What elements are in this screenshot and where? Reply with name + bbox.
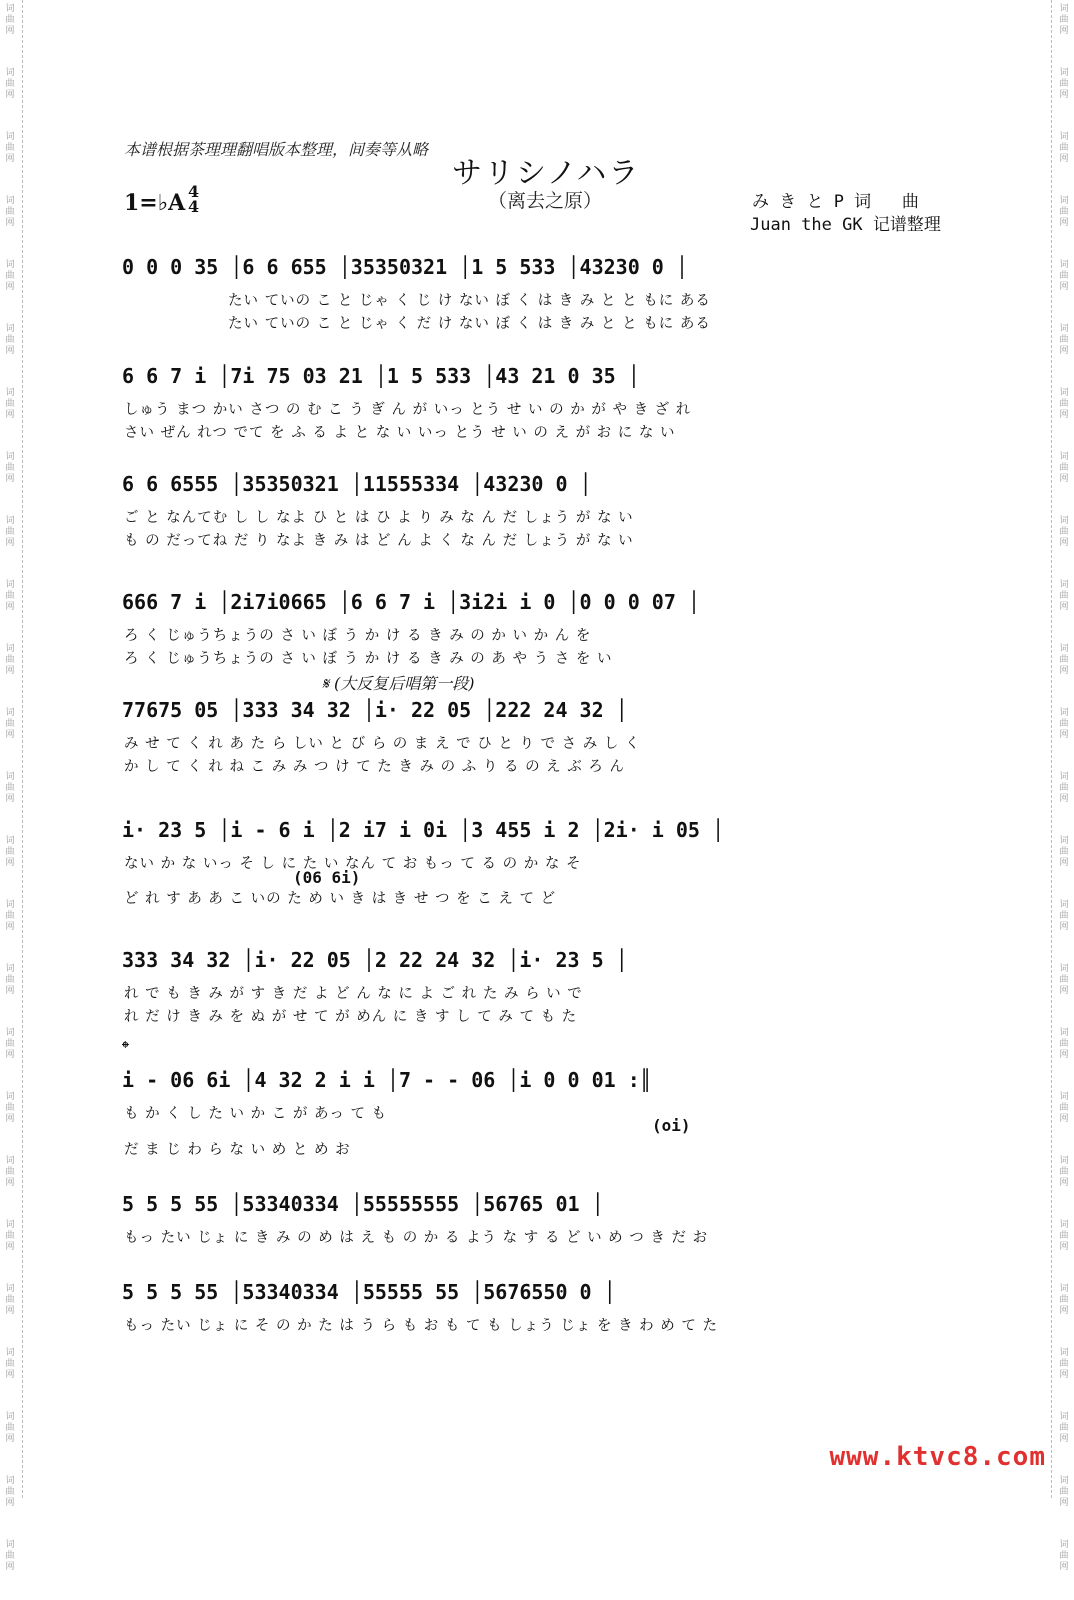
side-mark: 词 曲 网 — [1059, 1092, 1069, 1124]
site-watermark: www.ktvc8.com — [829, 1442, 1046, 1472]
side-mark: 词 曲 网 — [5, 1220, 15, 1252]
side-mark: 词 曲 网 — [5, 4, 15, 36]
side-mark: 词 曲 网 — [5, 1476, 15, 1508]
side-mark: 词 曲 网 — [1059, 772, 1069, 804]
side-mark: 词 曲 网 — [5, 68, 15, 100]
side-mark: 词 曲 网 — [5, 324, 15, 356]
side-mark: 词 曲 网 — [5, 452, 15, 484]
lyrics-verse-1: しゅう まつ かい さつ の む こ う ぎ ん が いっ とう せ い の か が や き ざ れ — [124, 402, 692, 418]
parenthetical-notes: (06 6i) — [293, 868, 361, 887]
side-mark: 词 曲 网 — [1059, 1156, 1069, 1188]
side-mark: 词 曲 网 — [1059, 1348, 1069, 1380]
side-mark: 词 曲 网 — [5, 580, 15, 612]
time-signature — [188, 184, 199, 214]
lyrics-verse-2: ろ く じゅうちょうの さ い ぼ う か け る き み の あ や う さ を い — [124, 651, 613, 667]
right-side-watermark — [1057, 0, 1071, 1572]
side-mark: 词 曲 网 — [5, 1540, 15, 1572]
right-margin-line — [1051, 0, 1052, 1498]
side-mark: 词 曲 网 — [5, 1028, 15, 1060]
notes-line: i· 23 5 │i - 6 i │2 i7 i 0i │3 455 i 2 │2i· i 05 │ — [122, 818, 725, 842]
side-mark: 词 曲 网 — [1059, 516, 1069, 548]
notes-line: 5 5 5 55 │53340334 │55555 55 │5676550 0 │ — [122, 1280, 616, 1304]
song-subtitle: （离去之原） — [488, 190, 603, 212]
notes-line: 666 7 i │2i7i0665 │6 6 7 i │3i2i i 0 │0 0 0 07 │ — [122, 590, 700, 614]
notes-line: 6 6 6555 │35350321 │11555334 │43230 0 │ — [122, 472, 592, 496]
side-mark: 词 曲 网 — [5, 388, 15, 420]
side-mark: 词 曲 网 — [5, 1284, 15, 1316]
time-bottom: 4 — [188, 197, 200, 216]
side-mark: 词 曲 网 — [1059, 580, 1069, 612]
side-mark: 词 曲 网 — [5, 900, 15, 932]
side-mark: 词 曲 网 — [1059, 132, 1069, 164]
left-margin-line — [22, 0, 23, 1498]
song-title: サリシノハラ — [452, 156, 641, 191]
lyrics-verse-1: ご と なんてむ し し なよ ひ と は ひ よ り み な ん だ しょう が な い — [124, 510, 634, 526]
side-mark: 词 曲 网 — [1059, 196, 1069, 228]
side-mark: 词 曲 网 — [1059, 68, 1069, 100]
left-side-watermark — [3, 0, 17, 1572]
side-mark: 词 曲 网 — [1059, 388, 1069, 420]
side-mark: 词 曲 网 — [5, 196, 15, 228]
key-label: 1=♭A — [124, 190, 186, 216]
side-mark: 词 曲 网 — [1059, 964, 1069, 996]
side-mark: 词 曲 网 — [5, 836, 15, 868]
lyrics-verse-1: も か く し た い か こ が あっ て も — [124, 1106, 388, 1122]
lyrics-verse-2: か し て く れ ね こ み み つ け て た き み の ふ り る の え ぶ ろ ん — [124, 759, 626, 775]
side-mark: 词 曲 网 — [5, 1348, 15, 1380]
side-mark: 词 曲 网 — [5, 708, 15, 740]
side-mark: 词 曲 网 — [5, 772, 15, 804]
side-mark: 词 曲 网 — [5, 644, 15, 676]
side-mark: 词 曲 网 — [1059, 1284, 1069, 1316]
segno-marker: 𝄋 (大反复后唱第一段) — [322, 674, 475, 693]
side-mark: 词 曲 网 — [1059, 1028, 1069, 1060]
side-mark: 词 曲 网 — [5, 1412, 15, 1444]
lyrics-verse-1: ない か な いっ そ し に た い なん て お もっ て る の か な そ — [124, 856, 582, 872]
lyrics-verse-1: もっ たい じょ に そ の か た は う ら も お も て も しょう じょ を き わ め て た — [124, 1318, 719, 1334]
lyrics-verse-2: も の だってね だ り なよ き み は ど ん よ く な ん だ しょう が な い — [124, 533, 634, 549]
lyrics-verse-1: もっ たい じょ に き み の め は え も の か る よう な す る ど い め つ き だ お — [124, 1230, 709, 1246]
side-mark: 词 曲 网 — [1059, 1540, 1069, 1572]
lyrics-verse-2: ど れ す あ あ こ いの た め い き は き せ つ を こ え て ど — [124, 891, 557, 907]
notes-line: 5 5 5 55 │53340334 │55555555 │56765 01 │ — [122, 1192, 604, 1216]
notes-line: 77675 05 │333 34 32 │i· 22 05 │222 24 32 │ — [122, 698, 628, 722]
side-mark: 词 曲 网 — [1059, 708, 1069, 740]
side-mark: 词 曲 网 — [1059, 1476, 1069, 1508]
side-mark: 词 曲 网 — [1059, 1412, 1069, 1444]
side-mark: 词 曲 网 — [1059, 644, 1069, 676]
side-mark: 词 曲 网 — [1059, 900, 1069, 932]
side-mark: 词 曲 网 — [5, 964, 15, 996]
side-mark: 词 曲 网 — [1059, 260, 1069, 292]
composer-credit: み き と P 词 曲 — [752, 192, 919, 212]
lyrics-verse-2: れ だ け き み を ぬ が せ て が めん に き す し て み て も た — [124, 1009, 578, 1025]
notes-line: 6 6 7 i │7i 75 03 21 │1 5 533 │43 21 0 35 │ — [122, 364, 640, 388]
side-mark: 词 曲 网 — [1059, 4, 1069, 36]
notes-line: i - 06 6i │4 32 2 i i │7 - - 06 │i 0 0 01 :║ — [122, 1068, 652, 1092]
lyrics-verse-2: だ ま じ わ ら な い め と め お — [124, 1142, 351, 1158]
side-mark: 词 曲 网 — [5, 1092, 15, 1124]
lyrics-verse-2: さい ぜん れつ でて を ふ る よ と な い いっ とう せ い の え が お に な い — [124, 425, 676, 441]
lyrics-verse-2: たい ていの こ と じゃ く だ け ない ぼ く は き み と と もに ある — [228, 316, 711, 332]
coda-marker: 𝄌 — [122, 1036, 129, 1060]
side-mark: 词 曲 网 — [1059, 1220, 1069, 1252]
lyrics-verse-1: み せ て く れ あ た ら しい と び ら の ま え で ひ と り で さ み し く — [124, 736, 641, 752]
lyrics-verse-1: たい ていの こ と じゃ く じ け ない ぼ く は き み と と もに ある — [228, 293, 711, 309]
notes-line: 0 0 0 35 │6 6 655 │35350321 │1 5 533 │43230 0 │ — [122, 255, 688, 279]
key-signature — [124, 190, 185, 216]
side-mark: 词 曲 网 — [1059, 452, 1069, 484]
side-mark: 词 曲 网 — [5, 1156, 15, 1188]
lyrics-verse-1: ろ く じゅうちょうの さ い ぼ う か け る き み の か い か ん を — [124, 628, 592, 644]
transcriber-credit: Juan the GK 记谱整理 — [750, 215, 941, 235]
side-mark: 词 曲 网 — [1059, 324, 1069, 356]
side-mark: 词 曲 网 — [5, 260, 15, 292]
parenthetical-notes: (oi) — [652, 1116, 691, 1135]
side-mark: 词 曲 网 — [5, 516, 15, 548]
lyrics-verse-1: れ で も き み が す き だ よ ど ん な に よ ご れ た み ら い で — [124, 986, 583, 1002]
time-top: 4 — [188, 182, 200, 201]
notes-line: 333 34 32 │i· 22 05 │2 22 24 32 │i· 23 5 │ — [122, 948, 628, 972]
arrangement-note: 本谱根据茶理理翻唱版本整理，间奏等从略 — [124, 140, 429, 159]
side-mark: 词 曲 网 — [1059, 836, 1069, 868]
side-mark: 词 曲 网 — [5, 132, 15, 164]
